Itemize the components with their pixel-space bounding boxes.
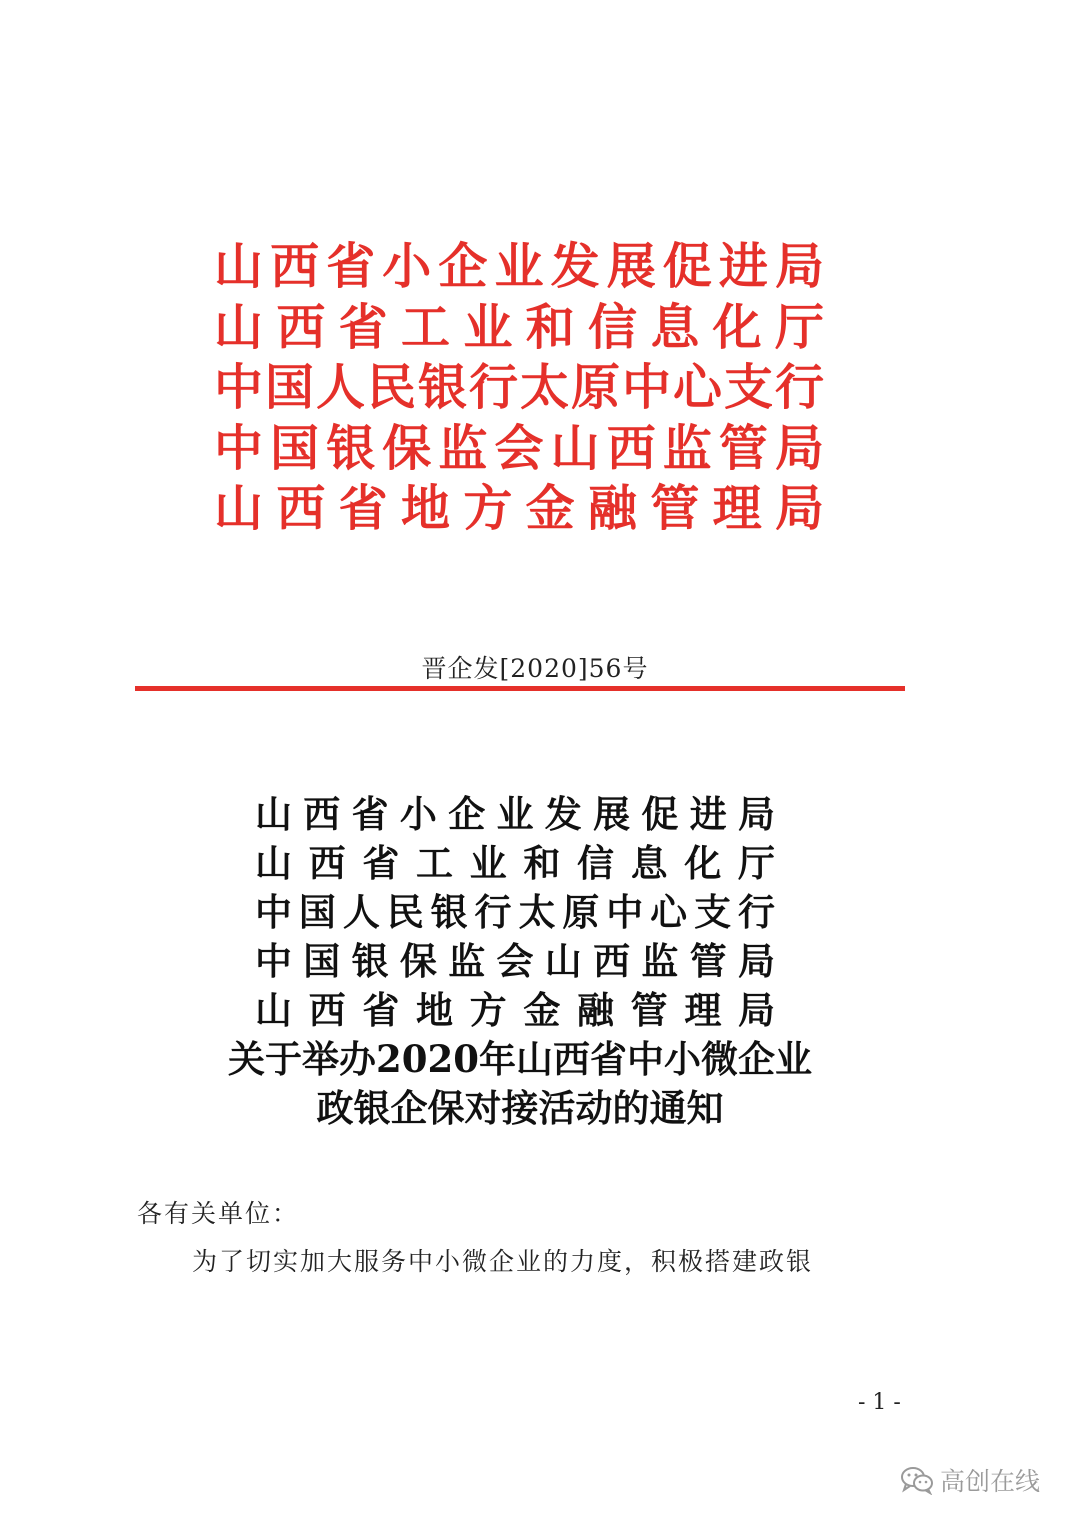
title-org-line: 山西省工业和信息化厅 [255,841,775,885]
issuer-line: 山西省工业和信息化厅 [214,297,824,356]
document-number-text: 晋企发[2020]56号 [421,654,649,683]
body-paragraph: 为了切实加大服务中小微企业的力度，积极搭建政银 [192,1247,814,1276]
issuing-authorities-header [214,236,824,539]
page-number: - 1 - [858,1390,901,1415]
title-org-line: 山西省小企业发展促进局 [255,792,775,836]
title-org-line: 中国人民银行太原中心支行 [255,890,775,934]
watermark [900,1460,1040,1500]
issuer-line: 山西省小企业发展促进局 [214,237,824,295]
watermark-text: 高创在线 [940,1467,1041,1496]
notice-title [200,790,840,1133]
issuer-line: 中国人民银行太原中心支行 [214,358,824,416]
wechat-icon [900,1465,940,1495]
salutation: 各有关单位： [137,1199,300,1228]
title-org-line: 中国银保监会山西监管局 [255,939,775,983]
issuer-line: 中国银保监会山西监管局 [214,418,824,477]
title-subject-line: 关于举办2020年山西省中小微企业 [228,1037,812,1081]
title-subject-line: 政银企保对接活动的通知 [316,1086,724,1130]
issuer-line: 山西省地方金融管理局 [214,479,824,537]
title-org-line: 山西省地方金融管理局 [255,988,775,1032]
red-divider [135,686,905,691]
document-number [0,652,1080,686]
